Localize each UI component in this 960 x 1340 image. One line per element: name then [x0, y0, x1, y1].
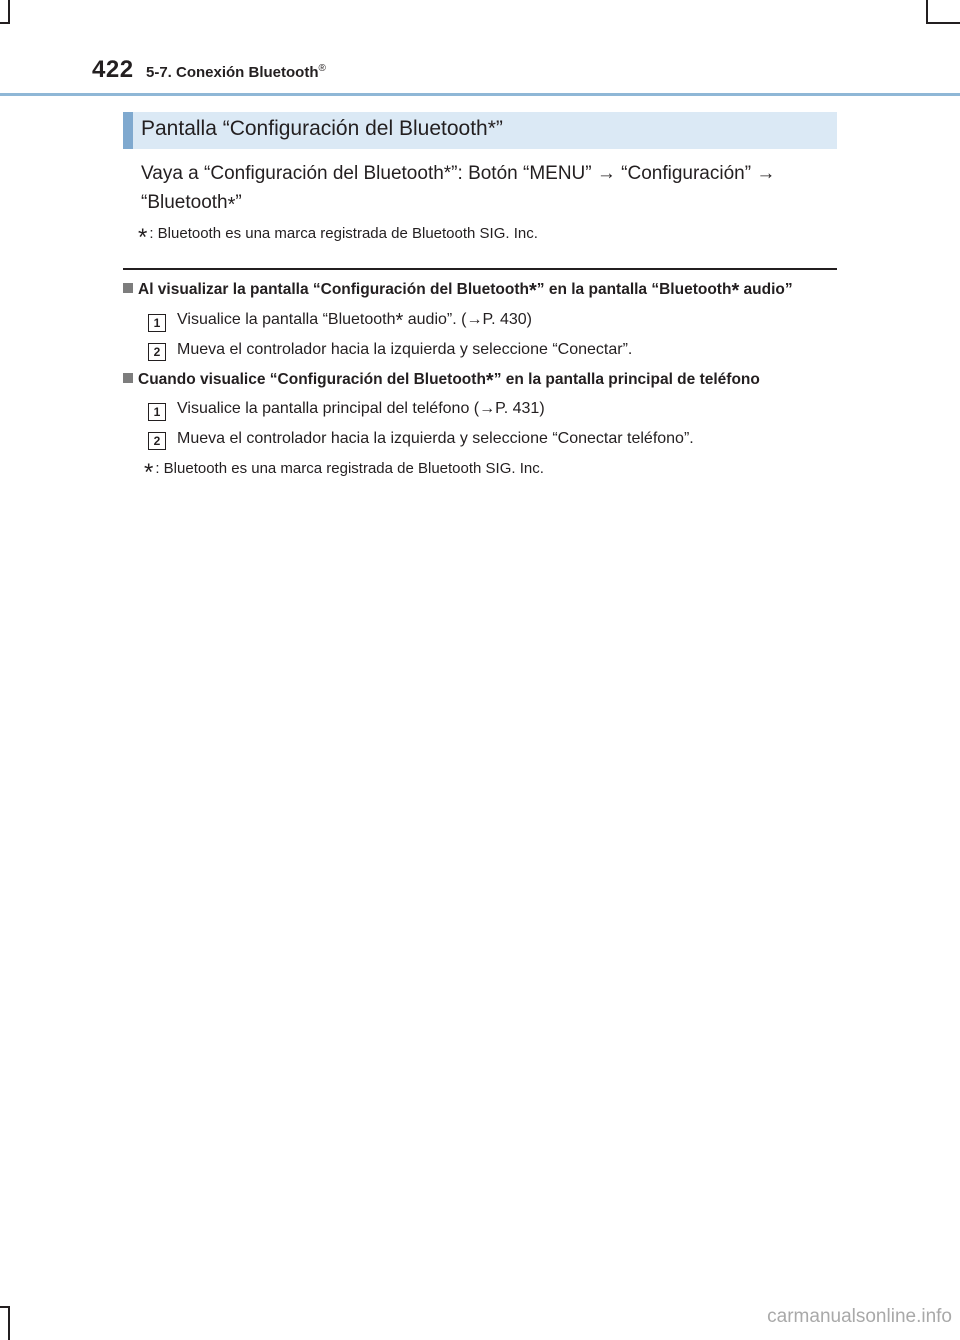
- section-divider: [123, 268, 837, 270]
- navigation-line-1: Vaya a “Configuración del Bluetooth*”: Botón “MENU” → “Configuración” →: [141, 163, 776, 184]
- asterisk-mark: *: [395, 310, 404, 332]
- registered-mark: ®: [318, 63, 326, 74]
- asterisk-mark: *: [227, 194, 236, 216]
- step-number-badge: 2: [148, 432, 166, 450]
- sub-heading-text-a: Al visualizar la pantalla “Configuración del Bluetooth: [138, 281, 529, 298]
- navigation-line-2-text: “Bluetooth: [141, 192, 228, 213]
- navigation-instruction: [141, 159, 841, 217]
- step-number-badge: 1: [148, 403, 166, 421]
- footnote-asterisk: *: [144, 459, 154, 486]
- crop-mark-top-left-v: [8, 0, 10, 22]
- square-bullet-icon: [123, 283, 133, 293]
- note-text: : Bluetooth es una marca registrada de Bluetooth SIG. Inc.: [149, 225, 538, 242]
- section-title-accent: [123, 112, 133, 149]
- crop-mark-bottom-left-h: [0, 1306, 10, 1308]
- footnote-text: : Bluetooth es una marca registrada de Bluetooth SIG. Inc.: [155, 460, 544, 477]
- trademark-note: [138, 224, 538, 252]
- footnote: [144, 459, 544, 487]
- chapter-title: [146, 63, 326, 81]
- step-text-b: audio”. (→P. 430): [403, 311, 532, 328]
- sub-heading-phone-main: [123, 370, 760, 392]
- navigation-line-2-end: ”: [235, 192, 242, 213]
- asterisk-mark: *: [529, 280, 537, 302]
- page-number: 422: [92, 56, 134, 83]
- crop-mark-bottom-left-v: [8, 1306, 10, 1340]
- step-text: [177, 310, 532, 332]
- sub-heading-text-a: Cuando visualice “Configuración del Bluetooth: [138, 371, 486, 388]
- sub-heading-text-b: ” en la pantalla principal de teléfono: [493, 371, 760, 388]
- asterisk-mark: *: [485, 370, 494, 392]
- watermark: carmanualsonline.info: [767, 1306, 952, 1327]
- step-text: Mueva el controlador hacia la izquierda y seleccione “Conectar”.: [177, 341, 633, 358]
- square-bullet-icon: [123, 373, 133, 383]
- section-title: Pantalla “Configuración del Bluetooth*”: [141, 117, 503, 140]
- chapter-title-text: 5-7. Conexión Bluetooth: [146, 64, 319, 81]
- step-text: Visualice la pantalla principal del teléfono (→P. 431): [177, 400, 545, 417]
- crop-mark-top-left-h: [0, 22, 10, 24]
- step-number-badge: 2: [148, 343, 166, 361]
- sub-heading-text-c: audio”: [739, 281, 793, 298]
- sub-heading-text-b: ” en la pantalla “Bluetooth: [536, 281, 732, 298]
- crop-mark-top-right-h: [926, 22, 960, 24]
- step-text-a: Visualice la pantalla “Bluetooth: [177, 311, 396, 328]
- asterisk-mark: *: [731, 280, 740, 302]
- navigation-line-2: [141, 188, 841, 217]
- note-asterisk: *: [138, 224, 148, 251]
- step-text: Mueva el controlador hacia la izquierda y seleccione “Conectar teléfono”.: [177, 430, 694, 447]
- sub-heading-bluetooth-audio: [123, 280, 793, 302]
- step-number-badge: 1: [148, 314, 166, 332]
- crop-mark-top-right-v: [926, 0, 928, 22]
- header-rule: [0, 93, 960, 96]
